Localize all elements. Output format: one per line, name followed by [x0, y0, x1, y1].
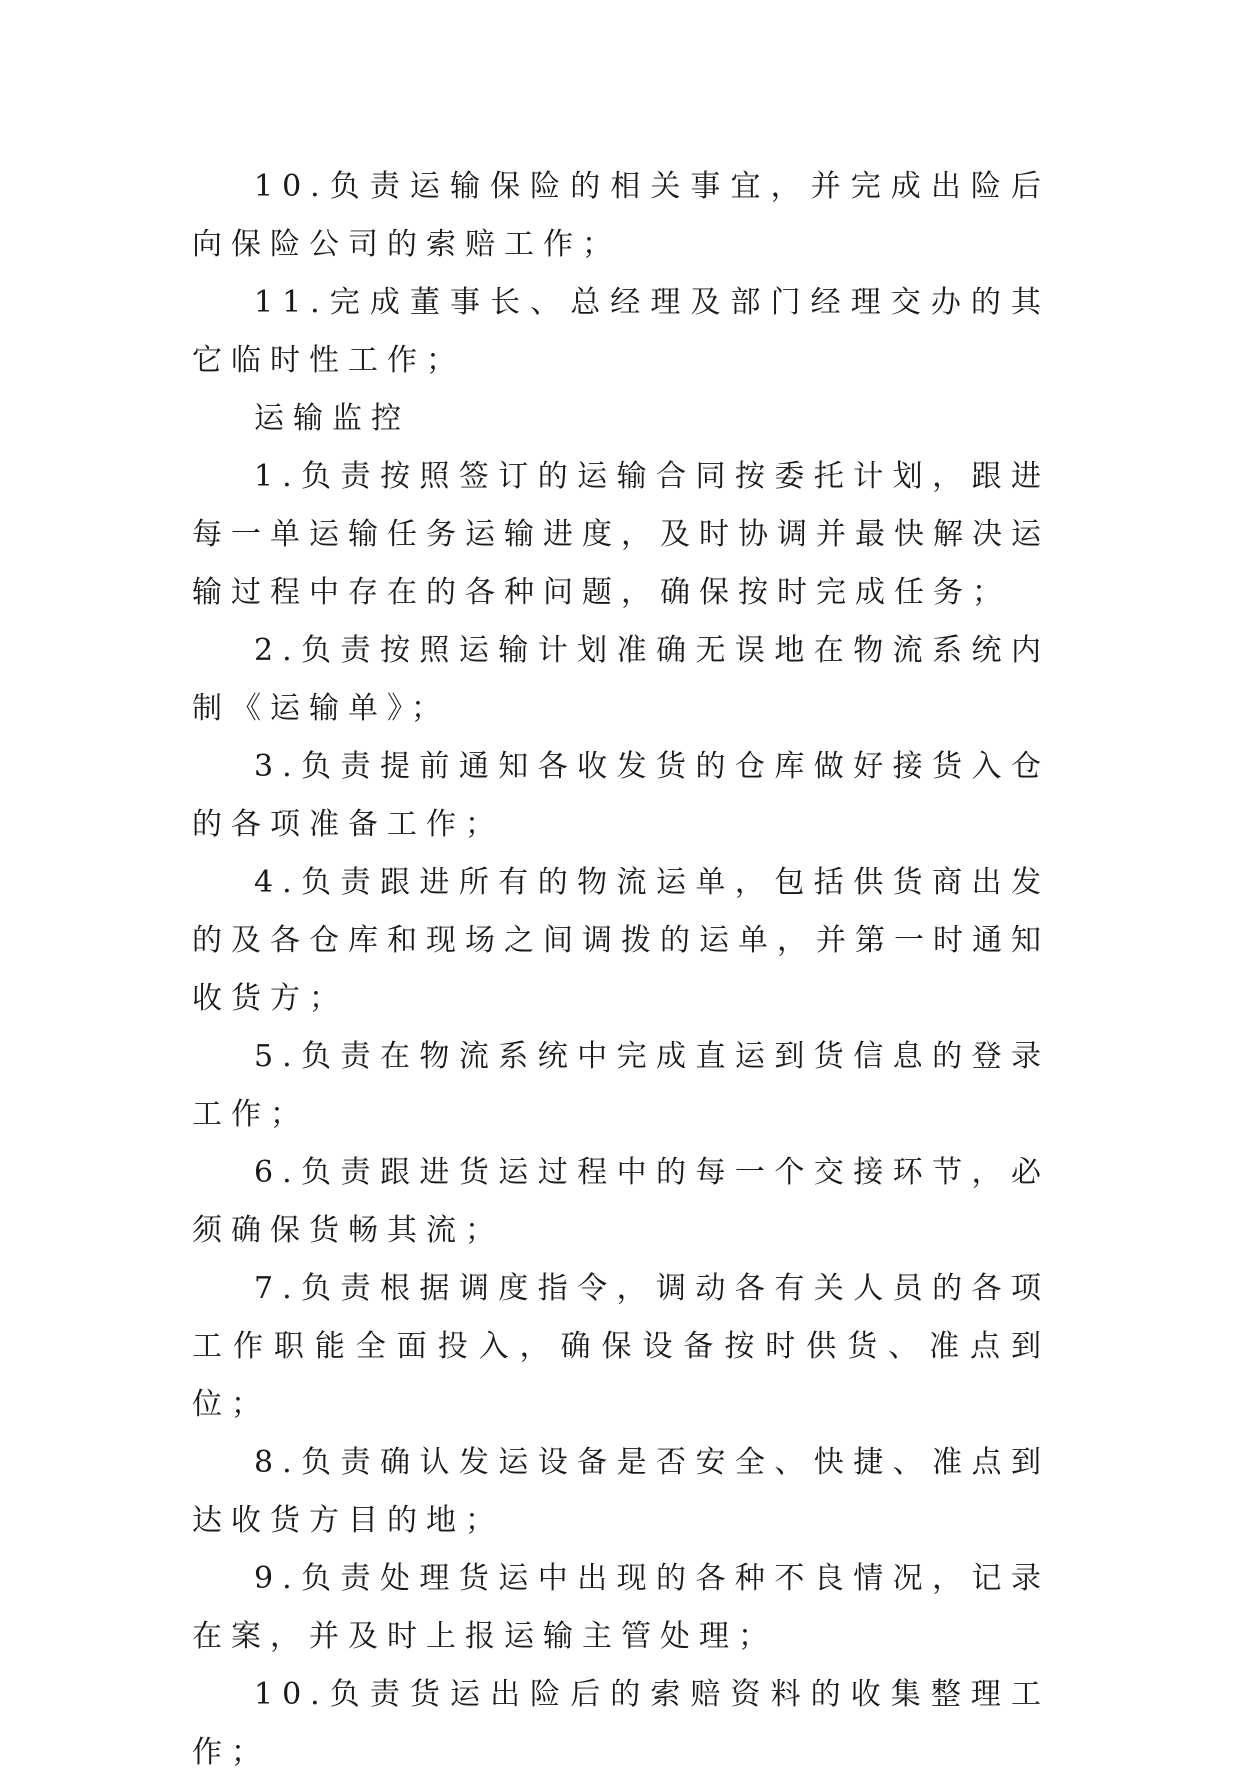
- paragraph-item-5: 5.负责在物流系统中完成直运到货信息的登录工作；: [192, 1039, 1050, 1132]
- paragraph-item-6: 6.负责跟进货运过程中的每一个交接环节，必须确保货畅其流；: [192, 1155, 1050, 1248]
- paragraph-item-4: 4.负责跟进所有的物流运单，包括供货商出发的及各仓库和现场之间调拨的运单，并第一时通知收货方；: [192, 865, 1050, 1016]
- paragraph-temporary-tasks: 11.完成董事长、总经理及部门经理交办的其它临时性工作；: [192, 285, 1050, 378]
- paragraph-item-10: 10.负责货运出险后的索赔资料的收集整理工作；: [192, 1677, 1050, 1770]
- paragraph-item-8: 8.负责确认发运设备是否安全、快捷、准点到达收货方目的地；: [192, 1445, 1050, 1538]
- section-heading-transport-monitoring: 运输监控: [254, 401, 410, 436]
- paragraph-insurance-claims: 10.负责运输保险的相关事宜，并完成出险后向保险公司的索赔工作；: [192, 169, 1050, 262]
- document-body: [192, 158, 1050, 1782]
- paragraph-item-2: 2.负责按照运输计划准确无误地在物流系统内制《运输单》；: [192, 633, 1050, 726]
- paragraph-item-7: 7.负责根据调度指令，调动各有关人员的各项工作职能全面投入，确保设备按时供货、准点到位；: [192, 1271, 1050, 1422]
- paragraph-item-3: 3.负责提前通知各收发货的仓库做好接货入仓的各项准备工作；: [192, 749, 1050, 842]
- paragraph-item-1: 1.负责按照签订的运输合同按委托计划，跟进每一单运输任务运输进度，及时协调并最快解决运输过程中存在的各种问题，确保按时完成任务；: [192, 459, 1050, 610]
- paragraph-item-9: 9.负责处理货运中出现的各种不良情况，记录在案，并及时上报运输主管处理；: [192, 1561, 1050, 1654]
